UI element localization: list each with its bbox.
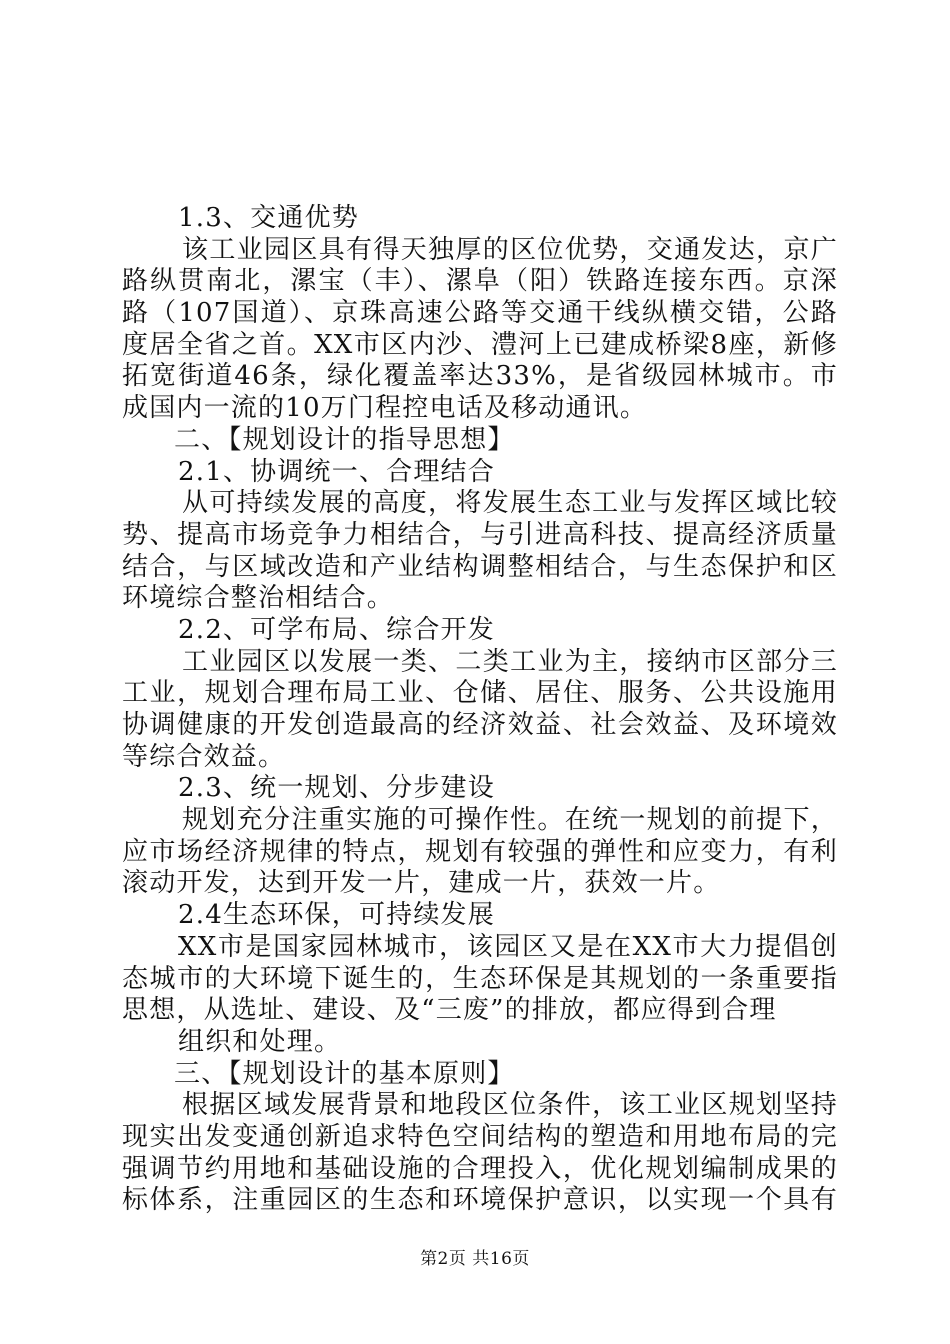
paragraph-line: 强调节约用地和基础设施的合理投入，优化规划编制成果的 <box>122 1153 838 1184</box>
section-heading: 2.2、可学布局、综合开发 <box>178 614 495 645</box>
paragraph-line: 规划充分注重实施的可操作性。在统一规划的前提下， <box>182 805 838 836</box>
paragraph-line: 思想，从选址、建设、及“三废”的排放，都应得到合理 <box>122 995 777 1026</box>
paragraph-line: 工业，规划合理布局工业、仓储、居住、服务、公共设施用 <box>122 678 838 709</box>
document-body <box>122 203 838 1217</box>
chapter-heading: 二、【规划设计的指导思想】 <box>174 424 515 455</box>
paragraph-line: 成国内一流的10万门程控电话及移动通讯。 <box>122 393 648 424</box>
paragraph-line: 应市场经济规律的特点，规划有较强的弹性和应变力，有利 <box>122 836 838 867</box>
paragraph-line: 拓宽街道46条，绿化覆盖率达33%，是省级园林城市。市 <box>122 361 838 392</box>
paragraph-line: 环境综合整治相结合。 <box>122 583 395 614</box>
paragraph-line: 从可持续发展的高度，将发展生态工业与发挥区域比较 <box>182 488 838 519</box>
section-heading: 1.3、交通优势 <box>178 203 359 233</box>
paragraph-line: 标体系，注重园区的生态和环境保护意识，以实现一个具有 <box>122 1185 838 1216</box>
section-heading: 2.4生态环保，可持续发展 <box>178 900 495 931</box>
paragraph-line: 根据区域发展背景和地段区位条件，该工业区规划坚持 <box>182 1090 838 1121</box>
paragraph-line: 势、提高市场竞争力相结合，与引进高科技、提高经济质量 <box>122 519 838 550</box>
section-heading: 2.3、统一规划、分步建设 <box>178 773 495 804</box>
paragraph-line: XX市是国家园林城市，该园区又是在XX市大力提倡创 <box>178 931 838 962</box>
paragraph-line: 路纵贯南北，漯宝（丰）、漯阜（阳）铁路连接东西。京深 <box>122 266 838 297</box>
paragraph-line: 现实出发变通创新追求特色空间结构的塑造和用地布局的完 <box>122 1121 838 1152</box>
paragraph-line: 滚动开发，达到开发一片，建成一片，获效一片。 <box>122 868 721 899</box>
paragraph-line: 该工业园区具有得天独厚的区位优势，交通发达，京广 <box>182 234 838 265</box>
paragraph-line: 路（107国道）、京珠高速公路等交通干线纵横交错，公路 <box>122 298 838 329</box>
section-heading: 2.1、协调统一、合理结合 <box>178 456 495 487</box>
paragraph-line: 结合，与区域改造和产业结构调整相结合，与生态保护和区 <box>122 551 838 582</box>
paragraph-line: 工业园区以发展一类、二类工业为主，接纳市区部分三 <box>182 646 838 677</box>
paragraph-line: 度居全省之首。XX市区内沙、澧河上已建成桥梁8座，新修 <box>122 329 838 360</box>
paragraph-line: 等综合效益。 <box>122 741 286 772</box>
paragraph-line: 组织和处理。 <box>178 1026 342 1057</box>
paragraph-line: 态城市的大环境下诞生的，生态环保是其规划的一条重要指 <box>122 963 838 994</box>
page-number-footer: 第2页 共16页 <box>420 1249 530 1269</box>
chapter-heading: 三、【规划设计的基本原则】 <box>174 1058 515 1089</box>
paragraph-line: 协调健康的开发创造最高的经济效益、社会效益、及环境效 <box>122 710 838 740</box>
